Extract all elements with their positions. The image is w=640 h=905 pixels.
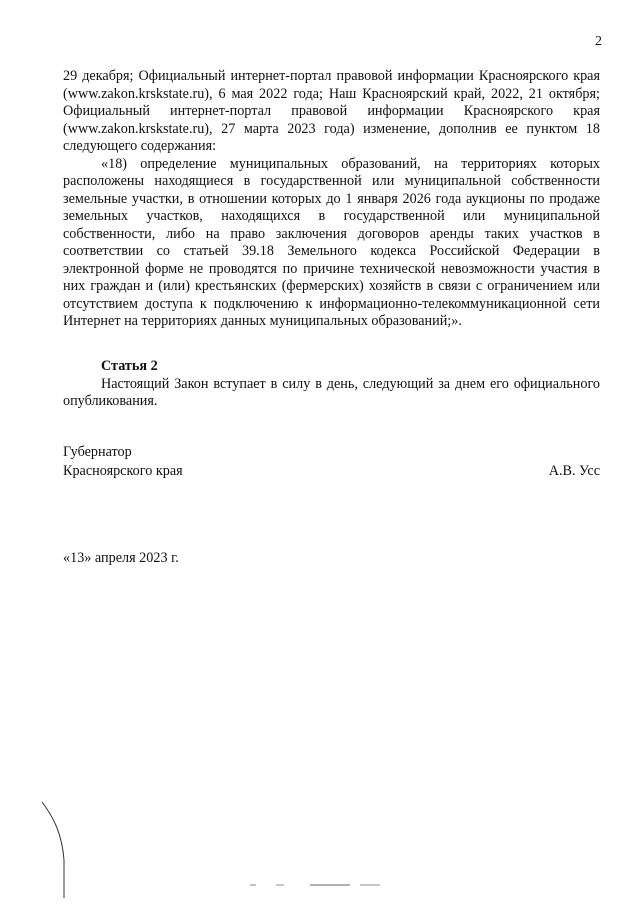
- scan-margin-stroke: [40, 800, 70, 900]
- article-heading: Статья 2: [101, 358, 158, 374]
- document-body: [63, 68, 600, 331]
- paragraph-item-18: «18) определение муниципальных образований, на территориях которых расположены находящиеся в государственной или муниципальной собственности земельные участки, в отношении которых до 1 января 2026 года аукционы по продаже земельных участков, находящихся в государственной или муниципальной собственности, либо на право заключения договоров аренды таких участков в соответствии со статьей 39.18 Земельного кодекса Российской Федерации в электронной форме не проводятся по причине технической невозможности участия в них граждан и (или) крестьянских (фермерских) хозяйств в связи с ограничением или отсутствием доступа к подключению к информационно-телекоммуникационной сети Интернет на территориях данных муниципальных образований;».: [63, 155, 600, 329]
- article-2: [63, 358, 600, 411]
- page-number: 2: [595, 34, 602, 49]
- signature-row: [63, 462, 600, 481]
- signing-date: «13» апреля 2023 г.: [63, 550, 179, 566]
- signature-title-line1: Губернатор: [63, 444, 132, 460]
- signature-title-line2: Красноярского края: [63, 463, 183, 479]
- article-text: Настоящий Закон вступает в силу в день, следующий за днем его официального опубликования.: [63, 375, 600, 409]
- signature-block: [63, 443, 600, 481]
- scan-footer-marks: [250, 880, 410, 890]
- paragraph-continuation: 29 декабря; Официальный интернет-портал правовой информации Красноярского края (www.zakon.krskstate.ru), 6 мая 2022 года; Наш Красноярский край, 2022, 21 октября; Официальный интернет-портал правовой информации Красноярского края (www.zakon.krskstate.ru), 27 марта 2023 года) изменение, дополнив ее пунктом 18 следующего содержания:: [63, 68, 600, 154]
- signatory-name: А.В. Усс: [548, 463, 600, 479]
